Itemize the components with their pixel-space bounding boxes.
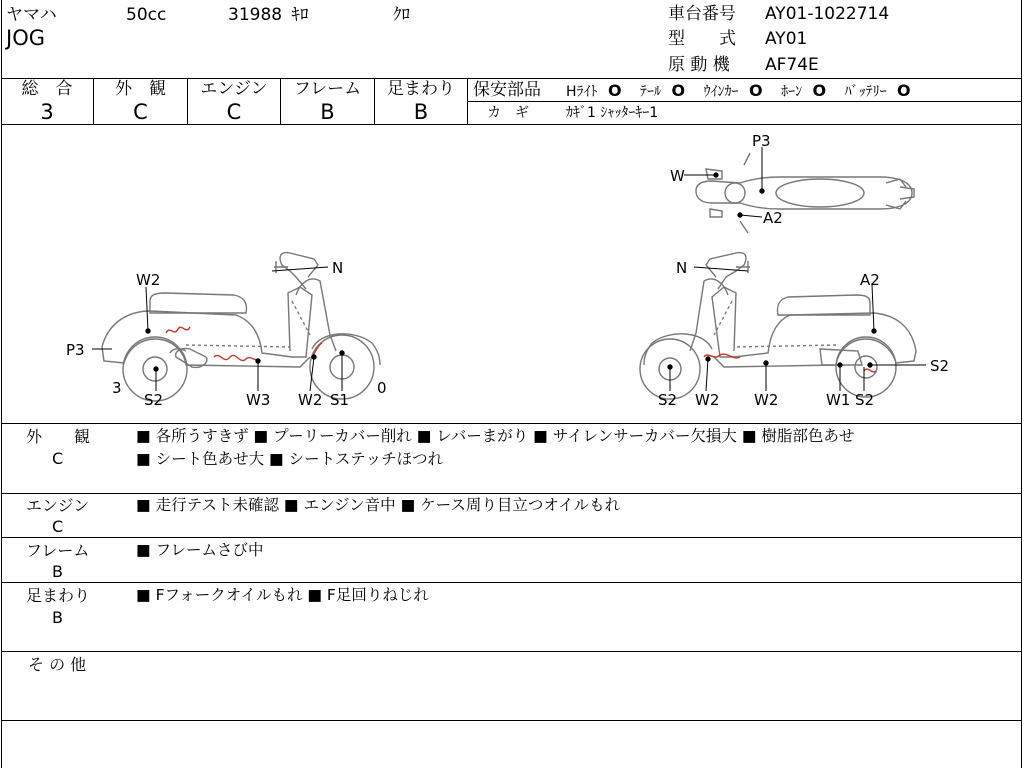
label-right-w2-front: W2 xyxy=(695,391,720,409)
label-top-w: W xyxy=(670,167,685,185)
damage-marks xyxy=(166,327,876,372)
maker: ヤマハ xyxy=(6,5,57,25)
label-left-s2: S2 xyxy=(144,391,164,409)
displacement: 50cc xyxy=(126,5,167,25)
engine-label: 原 動 機 xyxy=(668,55,730,75)
safety-mark-headlight: O xyxy=(607,81,622,100)
safety-label: 保安部品 xyxy=(473,80,541,100)
safety-mark-battery: O xyxy=(897,81,911,100)
frame-no: AY01-1022714 xyxy=(765,4,890,24)
rule-notes-other xyxy=(1,651,1022,652)
safety-item-horn: ﾎｰﾝ xyxy=(781,84,803,100)
label-left-w2-top: W2 xyxy=(136,271,161,289)
safety-mark-tail: O xyxy=(671,81,686,100)
note-category-suspension: 足まわり xyxy=(26,586,91,605)
label-right-w2-floor: W2 xyxy=(754,391,779,409)
grade-value-overall: 3 xyxy=(40,100,54,124)
grade-label-frame: フレーム xyxy=(293,79,362,99)
note-line-suspension-1: ■ Fフォークオイルもれ ■ F足回りねじれ xyxy=(136,586,429,604)
frame-no-label: 車台番号 xyxy=(668,4,736,24)
label-right-s2-rear: S2 xyxy=(855,391,875,409)
label-left-w3: W3 xyxy=(246,391,271,409)
top-view-scooter xyxy=(696,153,914,233)
mileage-unit: ｷﾛ xyxy=(291,5,309,25)
key-label: カ ギ xyxy=(487,105,529,121)
label-right-a2: A2 xyxy=(860,271,880,289)
label-left-s1: S1 xyxy=(330,391,350,409)
note-line-exterior-1: ■ 各所うすきず ■ プーリーカバー削れ ■ レバーまがり ■ サイレンサーカバー欠損大 ■ 樹脂部色あせ xyxy=(136,427,855,445)
note-grade-suspension: B xyxy=(52,608,63,627)
grade-value-frame: B xyxy=(320,100,335,124)
color: ｸﾛ xyxy=(393,5,410,25)
safety-item-tail: ﾃｰﾙ xyxy=(640,84,662,100)
safety-mark-winker: O xyxy=(749,81,763,100)
grade-label-overall: 総 合 xyxy=(21,79,73,99)
type-label: 型 式 xyxy=(668,29,736,49)
note-line-engine-1: ■ 走行テスト未確認 ■ エンジン音中 ■ ケース周り目立つオイルもれ xyxy=(136,496,621,514)
grade-value-suspension: B xyxy=(413,100,429,124)
grade-label-engine: エンジン xyxy=(200,79,268,99)
safety-item-battery: ﾊﾞｯﾃﾘｰ xyxy=(844,84,887,100)
mileage xyxy=(228,7,309,24)
grade-value-engine: C xyxy=(226,100,242,124)
note-category-engine: エンジン xyxy=(26,496,90,515)
note-grade-engine: C xyxy=(52,517,64,536)
label-left-0: 0 xyxy=(377,379,387,397)
type-value: AY01 xyxy=(765,29,808,49)
mileage-value: 31988 xyxy=(228,5,283,25)
grade-label-suspension: 足まわり xyxy=(387,79,455,99)
rule-notes-engine xyxy=(1,493,1022,494)
note-line-frame-1: ■ フレームさび中 xyxy=(136,541,264,559)
engine-value: AF74E xyxy=(765,55,819,75)
label-right-s2-front: S2 xyxy=(658,391,678,409)
safety-mark-horn: O xyxy=(812,81,827,100)
grade-value-exterior: C xyxy=(133,100,148,124)
key-value: ｶｷﾞ1 ｼｬｯﾀｰｷｰ1 xyxy=(566,105,659,121)
safety-items xyxy=(566,83,911,99)
scooter-diagrams xyxy=(0,125,1024,423)
safety-item-headlight: Hﾗｲﾄ xyxy=(566,84,598,100)
note-category-other: そ の 他 xyxy=(28,655,87,674)
label-right-n: N xyxy=(676,259,688,277)
note-grade-exterior: C xyxy=(52,449,64,468)
label-top-p3: P3 xyxy=(752,132,771,150)
grade-divider xyxy=(467,78,468,124)
note-grade-frame: B xyxy=(52,562,63,581)
label-right-w1: W1 xyxy=(826,391,851,409)
rule-notes-bottom xyxy=(1,720,1022,721)
label-left-p3: P3 xyxy=(66,341,85,359)
label-left-n: N xyxy=(332,259,344,277)
label-left-3: 3 xyxy=(112,379,122,397)
label-right-s2-side: S2 xyxy=(930,357,950,375)
rule-notes-suspension xyxy=(1,582,1022,583)
label-left-w2-bottom: W2 xyxy=(298,391,323,409)
label-top-a2: A2 xyxy=(763,209,783,227)
note-line-exterior-2: ■ シート色あせ大 ■ シートステッチほつれ xyxy=(136,450,444,468)
rule-safety-split xyxy=(467,101,1022,102)
rule-notes-frame xyxy=(1,537,1022,538)
safety-item-winker: ｳｲﾝｶｰ xyxy=(703,84,739,100)
grade-label-exterior: 外 観 xyxy=(115,79,166,99)
model-name: JOG xyxy=(6,26,45,50)
note-category-exterior: 外 観 xyxy=(26,427,91,446)
rule-notes-top xyxy=(1,423,1022,424)
note-category-frame: フレーム xyxy=(26,541,90,560)
